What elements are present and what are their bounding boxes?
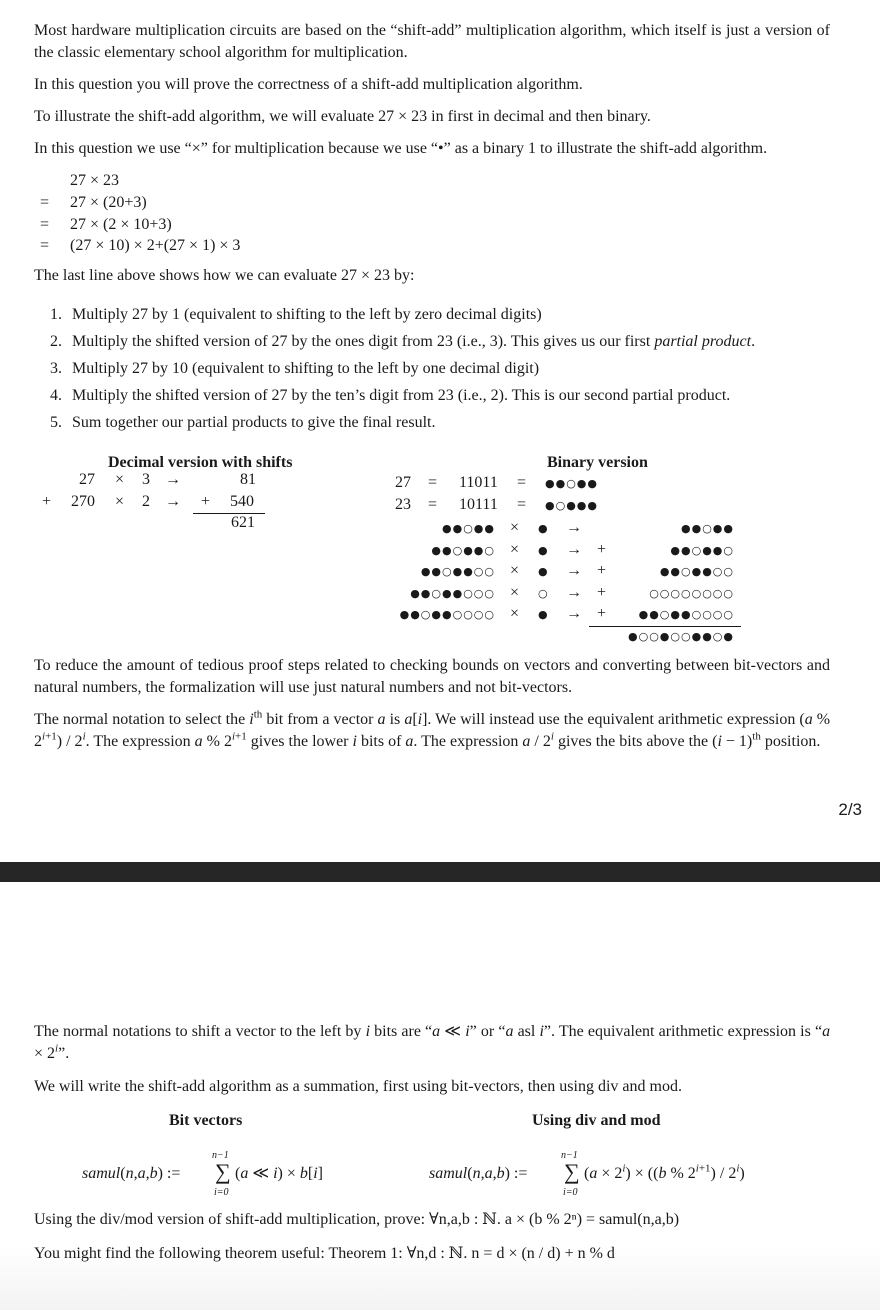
multiplier-bit: ● <box>538 608 549 621</box>
shifted-multiplicand: ●●○●● <box>442 522 495 535</box>
shifted-multiplicand: ●●○●●○○○ <box>410 587 495 600</box>
partial-product: ●●○●● <box>681 522 734 535</box>
multiplicand: 27 <box>79 471 95 488</box>
binary-value: 11011 <box>459 474 498 491</box>
plus-sign: + <box>597 605 607 622</box>
multiplier-bit: ● <box>538 565 549 578</box>
times-sign: × <box>115 471 125 488</box>
page-number: 2/3 <box>838 800 862 819</box>
partial-product: ●●○●●○ <box>670 544 734 557</box>
digit: 2 <box>142 493 150 510</box>
plus-sign: + <box>201 493 211 510</box>
theorem-hint: You might find the following theorem useful: Theorem 1: ∀n,d : ℕ. n = d × (n / d) + n % d <box>34 1245 615 1262</box>
reduce-paragraph: To reduce the amount of tedious proof steps related to checking bounds on vectors and converting between bit-vectors and natural numbers, the formalization will use just natural numbers and not bit-vectors. <box>34 657 830 696</box>
div-mod-title: Using div and mod <box>532 1112 661 1129</box>
list-item: 1. Multiply 27 by 1 (equivalent to shifting to the left by zero decimal digits) <box>50 306 542 323</box>
multiplicand: 270 <box>71 493 95 510</box>
dot-representation: ●○●●● <box>545 499 598 512</box>
decimal-value: 23 <box>395 496 411 513</box>
binary-title: Binary version <box>547 454 648 471</box>
arrow: → <box>165 471 181 488</box>
list-item: 2. Multiply the shifted version of 27 by the ones digit from 23 (i.e., 3). This gives us our first partial product. <box>50 333 756 350</box>
arrow: → <box>566 584 582 601</box>
steps-list <box>50 304 840 439</box>
illustrate-paragraph: To illustrate the shift-add algorithm, we will evaluate 27 × 23 in first in decimal and then binary. <box>34 108 651 125</box>
equals-sign: = <box>428 496 438 513</box>
multiplier-bit: ● <box>538 544 549 557</box>
binary-value: 10111 <box>459 496 498 513</box>
arrow: → <box>165 493 181 510</box>
page-3-of-3: The normal notations to shift a vector to the left by i bits are “a ≪ i” or “a asl i”. The equivalent arithmetic expression is “$a \times 2^i$”. We will write the shift-add algorithm as a summation, first using bit-vectors, then using div and mod. Bit vectors Using div and mod samul(n,a,b) := n−1 ∑ i=0 (a ≪ i) × b[i] samul(n,a,b) := n−1 ∑ i=0 $(a \times 2^i) \times ((b$ % $2^{i+1}) / 2^i$) Using the div/mod version of shift-add multiplication, prove: ∀n,a,b : ℕ. a × (b % 2ⁿ) = samul(n,a,b) You might find the following theorem useful: Theorem 1: ∀n,d : ℕ. n = d × (n / d) + n % d <box>0 882 880 1310</box>
digit: 3 <box>142 471 150 488</box>
arrow: → <box>566 541 582 558</box>
shift-notation-paragraph: The normal notations to shift a vector to the left by i bits are “a ≪ i” or “a asl i”. The equivalent arithmetic expression is “$a \times 2^i$”. <box>34 1023 831 1062</box>
list-item: 3. Multiply 27 by 10 (equivalent to shifting to the left by one decimal digit) <box>50 360 540 377</box>
derivation-line: 27 × (20+3) <box>70 194 147 211</box>
shifted-multiplicand: ●●○●●○○○○ <box>399 608 495 621</box>
times-sign: × <box>510 541 520 558</box>
derivation-line: 27 × (2 × 10+3) <box>70 216 172 233</box>
last-line-paragraph: The last line above shows how we can evaluate 27 × 23 by: <box>34 267 415 284</box>
decimal-title: Decimal version with shifts <box>108 454 293 471</box>
times-sign: × <box>510 584 520 601</box>
bit-select-paragraph: The normal notation to select the $i^{th}$ bit from a vector a is a[i]. We will instead use the equivalent arithmetic expression (a % $2^{i+1}) / 2^i$. The expression a % $2^{i+1}$ gives the lower i bits of a. The expression a / 2$^i$ gives the bits above the $(i - 1)^{th}$ position. <box>34 708 831 750</box>
equals-sign: = <box>517 496 527 513</box>
binary-result: ●○○●○○●●○● <box>628 630 734 643</box>
equals-sign: = <box>517 474 527 491</box>
plus-sign: + <box>42 493 52 510</box>
multiplier-bit: ● <box>538 522 549 535</box>
equals-sign: = <box>40 237 50 254</box>
times-sign: × <box>115 493 125 510</box>
partial-product-term: partial product <box>654 333 752 350</box>
equals-sign: = <box>428 474 438 491</box>
equals-sign: = <box>40 216 50 233</box>
dot-representation: ●●○●● <box>545 477 598 490</box>
times-sign: × <box>510 605 520 622</box>
shifted-multiplicand: ●●○●●○ <box>431 544 495 557</box>
plus-sign: + <box>597 584 607 601</box>
arrow: → <box>566 605 582 622</box>
partial-product: ●●○●●○○ <box>659 565 734 578</box>
decimal-value: 27 <box>395 474 411 491</box>
plus-sign: + <box>597 562 607 579</box>
derivation-line: (27 × 10) × 2+(27 × 1) × 3 <box>70 237 241 254</box>
partial-product: 81 <box>240 471 256 488</box>
page-divider <box>0 862 880 882</box>
partial-product: 540 <box>230 493 254 510</box>
decimal-result: 621 <box>231 514 255 531</box>
intro-paragraph: Most hardware multiplication circuits are based on the “shift-add” multiplication algorithm, which itself is just a version of the classic elementary school algorithm for multiplication. <box>34 22 830 61</box>
derivation-line: 27 × 23 <box>70 172 120 189</box>
plus-sign: + <box>597 541 607 558</box>
partial-product: ○○○○○○○○ <box>649 587 734 600</box>
prove-statement: Using the div/mod version of shift-add multiplication, prove: ∀n,a,b : ℕ. a × (b % 2ⁿ) = samul(n,a,b) <box>34 1211 680 1228</box>
arrow: → <box>566 562 582 579</box>
times-sign: × <box>510 562 520 579</box>
partial-product: ●●○●●○○○○ <box>638 608 734 621</box>
list-item: 4. Multiply the shifted version of 27 by the ten’s digit from 23 (i.e., 2). This is our second partial product. <box>50 387 731 404</box>
summation-intro-paragraph: We will write the shift-add algorithm as a summation, first using bit-vectors, then using div and mod. <box>34 1078 682 1095</box>
intro-question-paragraph: In this question you will prove the correctness of a shift-add multiplication algorithm. <box>34 76 583 93</box>
notation-paragraph: In this question we use “×” for multiplication because we use “•” as a binary 1 to illustrate the shift-add algorithm. <box>34 140 768 157</box>
equals-sign: = <box>40 194 50 211</box>
multiplier-bit: ○ <box>538 587 549 600</box>
arrow: → <box>566 519 582 536</box>
list-item: 5. Sum together our partial products to give the final result. <box>50 414 436 431</box>
bit-vectors-title: Bit vectors <box>169 1112 243 1129</box>
shifted-multiplicand: ●●○●●○○ <box>420 565 495 578</box>
times-sign: × <box>510 519 520 536</box>
